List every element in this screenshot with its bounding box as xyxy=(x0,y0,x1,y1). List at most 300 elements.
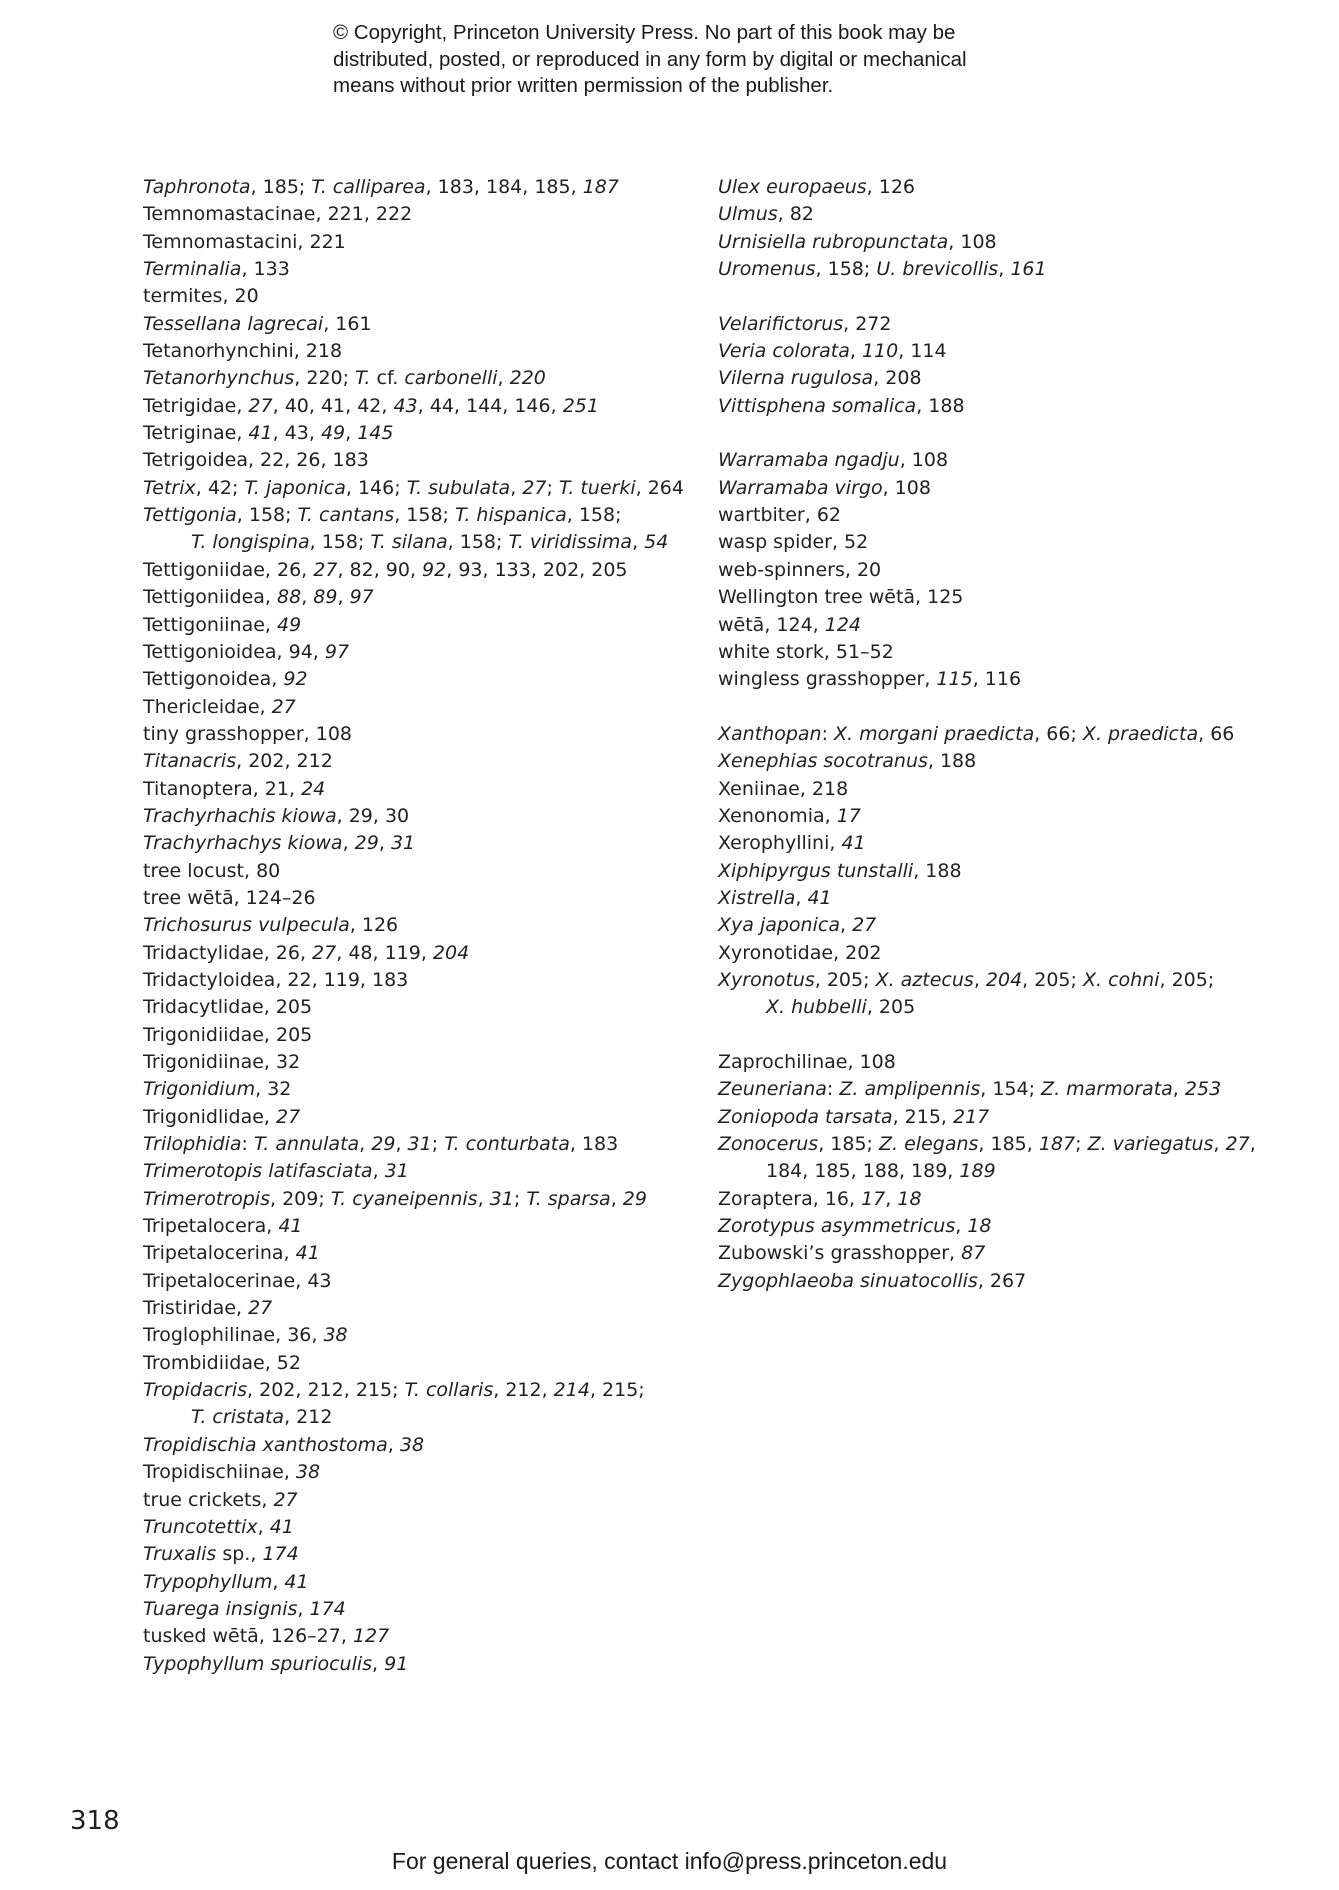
italic-text: 17 xyxy=(836,804,861,827)
italic-text: Trypophyllum xyxy=(143,1570,273,1593)
index-entry-line xyxy=(718,830,1298,857)
text: , 133 xyxy=(241,258,290,281)
index-entry-line xyxy=(143,776,703,803)
italic-text: Veria colorata xyxy=(718,340,850,363)
index-entry-line xyxy=(143,1651,703,1678)
index-entry xyxy=(718,885,1298,912)
text: , 215, xyxy=(892,1105,953,1128)
index-entry-line xyxy=(718,1268,1298,1295)
index-entry xyxy=(143,1596,703,1623)
text: tree wētā, 124–26 xyxy=(143,886,316,909)
index-entry xyxy=(143,1131,703,1158)
italic-text: 27 xyxy=(522,476,547,499)
index-entry-line xyxy=(718,967,1298,994)
index-entry-line xyxy=(718,1213,1298,1240)
index-entry xyxy=(718,940,1298,967)
italic-text: Xyronotus xyxy=(718,968,815,991)
italic-text: 187 xyxy=(582,176,619,198)
italic-text: 38 xyxy=(399,1433,425,1456)
index-entry-line xyxy=(143,612,703,639)
index-entry-line xyxy=(143,1623,703,1650)
italic-text: T. subulata xyxy=(406,476,511,499)
italic-text: 91 xyxy=(384,1652,409,1675)
index-entry-line xyxy=(143,1487,703,1514)
text: , 215; xyxy=(589,1379,645,1402)
text: , 42; xyxy=(195,476,245,499)
index-column-left xyxy=(143,174,703,1678)
italic-text: 31 xyxy=(390,832,416,855)
italic-text: Zygophlaeoba sinuatocollis xyxy=(718,1269,978,1292)
italic-text: Xistrella xyxy=(718,886,796,909)
text: Zaprochilinae, 108 xyxy=(718,1051,896,1073)
italic-text: 115 xyxy=(936,668,973,691)
text: Trigonidiidae, 205 xyxy=(143,1023,313,1046)
index-entry-line xyxy=(718,885,1298,912)
index-entry xyxy=(143,940,703,967)
italic-text: Zonocerus xyxy=(718,1133,819,1156)
index-entry-line xyxy=(718,612,1298,639)
italic-text: 187 xyxy=(1038,1133,1076,1156)
italic-text: Truncotettix xyxy=(143,1515,258,1538)
italic-text: 27 xyxy=(276,1105,301,1128)
index-entry xyxy=(143,858,703,885)
text: , xyxy=(301,586,314,609)
index-entry xyxy=(718,748,1298,775)
index-entry xyxy=(143,1623,703,1650)
index-entry-line xyxy=(143,1514,703,1541)
text: , 212 xyxy=(284,1406,333,1429)
italic-text: 92 xyxy=(283,668,308,691)
italic-text: 97 xyxy=(349,586,374,609)
text: tusked wētā, 126–27, xyxy=(143,1625,353,1648)
index-entry-line xyxy=(143,940,703,967)
text: Xerophyllini, xyxy=(718,832,842,855)
text: , 212, xyxy=(493,1379,554,1402)
text: , 158; xyxy=(815,258,877,281)
index-entry xyxy=(143,1432,703,1459)
index-entry xyxy=(143,666,703,693)
italic-text: 27 xyxy=(313,558,338,581)
text: Wellington tree wētā, 125 xyxy=(718,586,964,609)
index-entry-line xyxy=(143,803,703,830)
italic-text: 145 xyxy=(357,422,394,445)
italic-text: Terminalia xyxy=(143,258,242,281)
italic-text: T. collaris xyxy=(404,1379,494,1402)
index-entry xyxy=(718,1049,1298,1076)
text: , xyxy=(272,1570,285,1593)
text: , 158; xyxy=(447,531,509,554)
italic-text: T. silana xyxy=(370,531,448,554)
text: , 40, 41, 42, xyxy=(272,394,394,417)
text: , 32 xyxy=(255,1078,292,1101)
italic-text: Trimerotropis xyxy=(143,1187,270,1210)
italic-text: Zoniopoda tarsata xyxy=(718,1105,893,1128)
text: , xyxy=(257,1515,270,1538)
italic-text: T. viridissima xyxy=(508,531,633,554)
text: Tettigonoidea, xyxy=(143,668,284,691)
text: Trigonidlidae, xyxy=(143,1105,276,1128)
index-entry-line xyxy=(143,447,703,474)
text: Trombidiidae, 52 xyxy=(143,1351,301,1374)
index-entry-line xyxy=(718,338,1298,365)
italic-text: T. tuerki xyxy=(558,476,636,499)
index-entry-line xyxy=(143,830,703,857)
index-entry xyxy=(718,858,1298,885)
index-entry xyxy=(718,1186,1298,1213)
italic-text: 18 xyxy=(897,1187,922,1210)
letter-group-gap xyxy=(718,283,1298,310)
index-entry-line xyxy=(143,584,703,611)
text: Troglophilinae, 36, xyxy=(143,1324,324,1347)
index-entry-line xyxy=(718,584,1298,611)
italic-text: Warramaba ngadju xyxy=(718,449,900,472)
index-entry xyxy=(143,1022,703,1049)
index-entry-line xyxy=(718,311,1298,338)
index-entry-line xyxy=(143,994,703,1021)
text: , 188 xyxy=(927,750,977,773)
text: Tropidischiinae, xyxy=(143,1461,296,1484)
index-entry-line xyxy=(718,256,1298,283)
text: Zubowski’s grasshopper, xyxy=(718,1242,962,1265)
text: , 188 xyxy=(913,859,962,882)
index-entry xyxy=(143,502,703,557)
text: Xeniinae, 218 xyxy=(718,777,849,800)
text: , 161 xyxy=(323,312,372,335)
text: , 209; xyxy=(269,1187,331,1210)
index-entry-line xyxy=(143,912,703,939)
text: web-spinners, 20 xyxy=(718,558,882,581)
text: : xyxy=(241,1133,254,1156)
italic-text: 41 xyxy=(807,886,832,909)
index-entry-line xyxy=(143,721,703,748)
index-entry xyxy=(718,1268,1298,1295)
copyright-line: means without prior written permission of the publisher. xyxy=(333,74,834,97)
text: , 146; xyxy=(345,476,407,499)
text: ; xyxy=(1075,1133,1088,1156)
italic-text: 204 xyxy=(985,968,1023,991)
text: , 272 xyxy=(843,312,892,335)
text: tree locust, 80 xyxy=(143,859,281,882)
index-entry xyxy=(143,721,703,748)
italic-text: 124 xyxy=(824,613,862,636)
index-column-right xyxy=(718,174,1298,1295)
index-entry xyxy=(718,229,1298,256)
text: termites, 20 xyxy=(143,285,259,308)
index-entry xyxy=(718,1076,1298,1103)
italic-text: 214 xyxy=(553,1379,590,1402)
index-entry xyxy=(718,1104,1298,1131)
index-entry-line xyxy=(143,1186,703,1213)
italic-text: Tettigonia xyxy=(143,504,237,527)
text: , 185; xyxy=(818,1133,879,1156)
italic-text: 161 xyxy=(1010,258,1047,281)
index-entry xyxy=(718,529,1298,556)
text: Tettigoniidea, xyxy=(143,586,278,609)
text: white stork, 51–52 xyxy=(718,640,894,663)
index-entry xyxy=(143,365,703,392)
index-entry xyxy=(143,1158,703,1185)
index-entry xyxy=(718,830,1298,857)
italic-text: T. annulata xyxy=(253,1133,360,1156)
text: , 188 xyxy=(916,394,965,417)
index-entry-line xyxy=(718,1131,1298,1158)
text: , 220; xyxy=(294,367,356,390)
index-entry-line xyxy=(143,694,703,721)
page-number: 318 xyxy=(70,1806,120,1836)
text: , 267 xyxy=(977,1269,1027,1292)
text: , 205; xyxy=(1022,968,1083,991)
italic-text: 31 xyxy=(407,1133,432,1156)
text: , 82 xyxy=(777,203,814,226)
index-entry xyxy=(143,1459,703,1486)
italic-text: 217 xyxy=(953,1105,990,1128)
index-entry-line xyxy=(718,912,1298,939)
index-entry-line xyxy=(718,639,1298,666)
footer-contact: For general queries, contact info@press.princeton.edu xyxy=(391,1848,948,1874)
text: , xyxy=(477,1187,490,1210)
index-entry xyxy=(143,447,703,474)
text: , xyxy=(1213,1133,1226,1156)
copyright-line: distributed, posted, or reproduced in any form by digital or mechanical xyxy=(333,47,967,71)
text: , 126 xyxy=(349,914,399,937)
italic-text: 41 xyxy=(841,832,866,855)
letter-group-gap xyxy=(718,694,1298,721)
index-entry-line xyxy=(718,721,1298,748)
italic-text: Trigonidium xyxy=(143,1078,256,1101)
italic-text: 29 xyxy=(622,1187,647,1210)
index-entry-line xyxy=(718,447,1298,474)
index-entry-line xyxy=(718,858,1298,885)
italic-text: Tessellana lagrecai xyxy=(143,312,324,335)
text: , xyxy=(849,340,862,363)
index-entry xyxy=(718,338,1298,365)
index-entry xyxy=(143,338,703,365)
text: tiny grasshopper, 108 xyxy=(143,722,352,745)
italic-text: T. hispanica xyxy=(454,504,567,527)
index-entry xyxy=(143,1514,703,1541)
italic-text: Ulmus xyxy=(718,203,778,226)
index-entry-line xyxy=(143,1022,703,1049)
index-entry-line xyxy=(143,1295,703,1322)
index-entry-line xyxy=(718,229,1298,256)
letter-group-gap xyxy=(718,1022,1298,1049)
index-entry-continuation xyxy=(143,1404,703,1431)
italic-text: Velarifictorus xyxy=(718,312,844,335)
italic-text: Zorotypus asymmetricus xyxy=(718,1215,956,1238)
italic-text: T. conturbata xyxy=(444,1133,570,1156)
italic-text: Tropidacris xyxy=(143,1379,248,1402)
index-entry xyxy=(718,201,1298,228)
index-entry xyxy=(143,1569,703,1596)
index-entry xyxy=(143,174,703,201)
text: , xyxy=(885,1187,898,1210)
italic-text: T. xyxy=(355,367,371,390)
italic-text: 41 xyxy=(295,1242,320,1265)
index-entry xyxy=(143,803,703,830)
text: , 48, 119, xyxy=(336,941,433,964)
index-entry-line xyxy=(143,1541,703,1568)
index-entry xyxy=(143,1049,703,1076)
italic-text: 27 xyxy=(312,941,337,964)
index-entry xyxy=(143,1541,703,1568)
text: , xyxy=(297,1597,310,1620)
text: Xyronotidae, 202 xyxy=(718,941,882,964)
index-entry xyxy=(143,1186,703,1213)
index-entry xyxy=(143,1295,703,1322)
italic-text: Taphronota xyxy=(143,176,251,198)
index-entry xyxy=(718,256,1298,283)
text: , 108 xyxy=(899,449,949,472)
index-entry-line xyxy=(143,502,703,529)
index-entry xyxy=(143,1213,703,1240)
index-entry xyxy=(143,1104,703,1131)
text: , 93, 133, 202, 205 xyxy=(446,558,628,581)
italic-text: T. japonica xyxy=(244,476,346,499)
index-entry xyxy=(718,557,1298,584)
index-entry xyxy=(143,283,703,310)
text: , 158; xyxy=(566,504,622,527)
index-entry xyxy=(143,311,703,338)
index-entry-line xyxy=(718,1076,1298,1103)
italic-text: X. morgani praedicta xyxy=(834,722,1035,745)
italic-text: 27 xyxy=(271,695,296,718)
italic-text: 204 xyxy=(432,941,470,964)
italic-text: Titanacris xyxy=(143,750,237,773)
index-entry xyxy=(143,420,703,447)
text: , xyxy=(1172,1078,1185,1101)
text: wētā, 124, xyxy=(718,613,825,636)
text: Tristiridae, xyxy=(143,1297,249,1320)
italic-text: Xya japonica xyxy=(718,914,840,937)
index-entry xyxy=(143,830,703,857)
index-entry xyxy=(718,967,1298,1022)
text: Tetriginae, xyxy=(143,422,249,445)
index-entry xyxy=(718,612,1298,639)
index-entry xyxy=(143,393,703,420)
index-entry-line xyxy=(718,666,1298,693)
index-entry-line xyxy=(143,1268,703,1295)
index-entry-line xyxy=(143,557,703,584)
italic-text: T. cristata xyxy=(191,1406,285,1429)
text: wingless grasshopper, xyxy=(718,668,937,691)
text: , xyxy=(610,1187,623,1210)
index-entry-line xyxy=(143,1432,703,1459)
italic-text: 220 xyxy=(509,367,546,390)
text: ; xyxy=(431,1133,445,1156)
italic-text: Trimerotopis latifasciata xyxy=(143,1160,373,1183)
text: Titanoptera, 21, xyxy=(143,777,302,800)
text: , 108 xyxy=(948,230,997,253)
index-entry-line xyxy=(718,201,1298,228)
text: Tridactyloidea, 22, 119, 183 xyxy=(143,968,409,991)
italic-text: 110 xyxy=(861,340,899,363)
index-entry xyxy=(718,393,1298,420)
italic-text: Truxalis xyxy=(143,1543,217,1566)
italic-text: X. hubbelli xyxy=(766,996,867,1019)
text: wasp spider, 52 xyxy=(718,531,869,554)
italic-text: 41 xyxy=(284,1570,309,1593)
index-entry xyxy=(718,1131,1298,1186)
text: , 43, xyxy=(272,422,321,445)
index-entry xyxy=(718,447,1298,474)
italic-text: 41 xyxy=(248,422,273,445)
italic-text: 31 xyxy=(489,1187,514,1210)
text: Tettigoniidae, 26, xyxy=(143,558,314,581)
italic-text: 253 xyxy=(1184,1078,1222,1101)
text: ; xyxy=(546,476,559,499)
text: , 202, 212 xyxy=(236,750,333,773)
index-entry-line xyxy=(718,776,1298,803)
text: , 66; xyxy=(1034,722,1083,745)
italic-text: 38 xyxy=(323,1324,348,1347)
index-entry-line xyxy=(143,174,703,201)
text: Tridactylidae, 26, xyxy=(143,941,313,964)
copyright-line: © Copyright, Princeton University Press. No part of this book may be xyxy=(333,21,956,44)
text: , 205 xyxy=(866,996,916,1019)
index-entry xyxy=(718,502,1298,529)
index-entry xyxy=(718,803,1298,830)
italic-text: Z. variegatus xyxy=(1087,1133,1214,1156)
index-entry-line xyxy=(143,1569,703,1596)
italic-text: T. cantans xyxy=(297,504,395,527)
italic-text: 49 xyxy=(276,613,302,636)
index-entry-line xyxy=(143,1377,703,1404)
text: , xyxy=(795,886,808,909)
italic-text: T. calliparea xyxy=(311,176,426,198)
italic-text: Xanthopan xyxy=(718,722,822,745)
text: , 108 xyxy=(882,476,931,499)
index-entry xyxy=(143,475,703,502)
text: , xyxy=(372,1160,385,1183)
index-entry xyxy=(718,584,1298,611)
italic-text: Xiphipyrgus tunstalli xyxy=(718,859,914,882)
italic-text: 27 xyxy=(273,1488,298,1511)
italic-text: 41 xyxy=(269,1515,294,1538)
text: cf. xyxy=(370,367,405,390)
italic-text: 27 xyxy=(852,914,877,937)
index-entry xyxy=(718,174,1298,201)
text: , 114 xyxy=(898,340,947,363)
text: , xyxy=(372,1652,385,1675)
index-entry-line xyxy=(718,393,1298,420)
index-entry-line xyxy=(143,393,703,420)
text: , xyxy=(1249,1133,1256,1156)
italic-text: 88 xyxy=(277,586,302,609)
text: true crickets, xyxy=(143,1488,274,1511)
index-entry-line xyxy=(143,858,703,885)
italic-text: 18 xyxy=(967,1215,992,1238)
text: , xyxy=(998,258,1011,281)
index-entry xyxy=(143,256,703,283)
index-entry-line xyxy=(143,365,703,392)
index-entry-line xyxy=(718,365,1298,392)
copyright-notice xyxy=(333,20,1093,100)
index-entry xyxy=(143,1487,703,1514)
italic-text: 174 xyxy=(309,1597,346,1620)
index-entry-line xyxy=(143,748,703,775)
text: , 205; xyxy=(1159,968,1215,991)
text: , 66 xyxy=(1198,722,1235,745)
index-entry-line xyxy=(143,1322,703,1349)
italic-text: Z. amplipennis xyxy=(839,1078,981,1101)
index-entry xyxy=(143,912,703,939)
index-entry xyxy=(718,639,1298,666)
text: wartbiter, 62 xyxy=(718,504,841,527)
index-entry-line xyxy=(143,1158,703,1185)
text: , 158; xyxy=(236,504,298,527)
index-entry xyxy=(143,1322,703,1349)
index-entry-line xyxy=(718,174,1298,201)
